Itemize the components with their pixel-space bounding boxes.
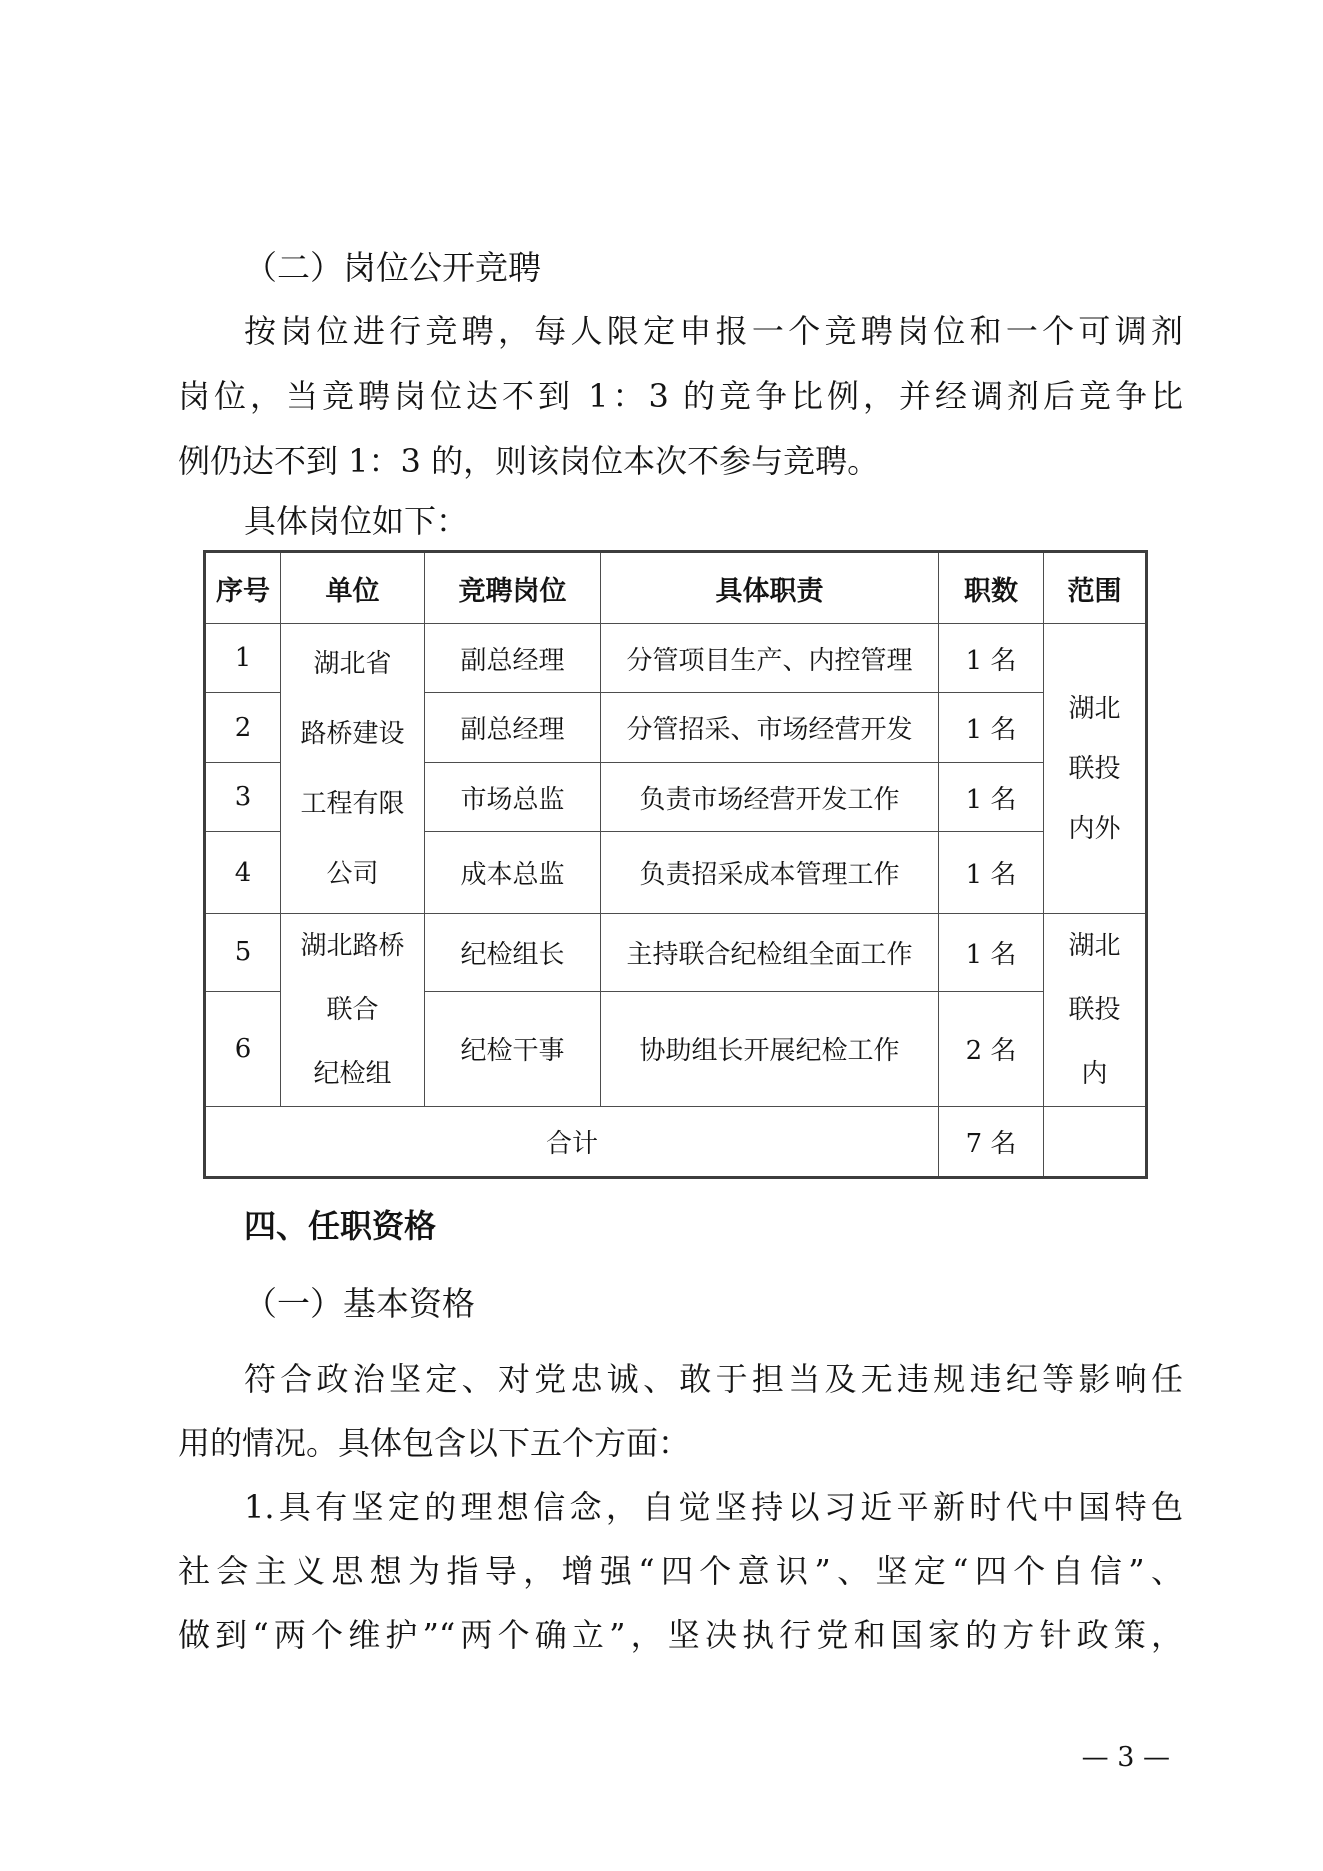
- cell-post: 副总经理: [425, 624, 601, 693]
- table-row: [205, 914, 1147, 992]
- cell-index: 3: [205, 763, 281, 832]
- cell-post: 副总经理: [425, 693, 601, 763]
- cell-duty: 主持联合纪检组全面工作: [601, 914, 939, 992]
- cell-count: 1 名: [939, 624, 1044, 693]
- unit-group1-lines: 湖北省 路桥建设 工程有限 公司: [300, 648, 405, 889]
- cell-index: 5: [205, 914, 281, 992]
- cell-duty: 负责招采成本管理工作: [601, 832, 939, 914]
- cell-count: 1 名: [939, 693, 1044, 763]
- col-header-index: 序号: [205, 552, 281, 624]
- section-heading-2: （二）岗位公开竞聘: [244, 248, 541, 287]
- cell-total-label: 合计: [205, 1107, 939, 1178]
- table-header-row: [205, 552, 1147, 624]
- cell-unit-group1: [281, 624, 425, 914]
- cell-count: 2 名: [939, 991, 1044, 1106]
- col-header-post: 竞聘岗位: [425, 552, 601, 624]
- cell-index: 4: [205, 832, 281, 914]
- body-line: 做到“两个维护”“两个确立”，坚决执行党和国家的方针政策，: [178, 1616, 1183, 1654]
- cell-post: 纪检组长: [425, 914, 601, 992]
- cell-scope-group2: [1044, 914, 1147, 1107]
- cell-post: 纪检干事: [425, 991, 601, 1106]
- jobs-table: [203, 550, 1148, 1179]
- cell-duty: 分管项目生产、内控管理: [601, 624, 939, 693]
- body-line: 按岗位进行竞聘，每人限定申报一个竞聘岗位和一个可调剂: [244, 312, 1183, 350]
- scope-group1-lines: 湖北 联投 内外: [1068, 693, 1121, 844]
- cell-post: 市场总监: [425, 763, 601, 832]
- cell-duty: 分管招采、市场经营开发: [601, 693, 939, 763]
- table-total-row: [205, 1107, 1147, 1178]
- col-header-unit: 单位: [281, 552, 425, 624]
- cell-post: 成本总监: [425, 832, 601, 914]
- cell-duty: 协助组长开展纪检工作: [601, 991, 939, 1106]
- table-row: [205, 624, 1147, 693]
- body-line: 1.具有坚定的理想信念，自觉坚持以习近平新时代中国特色: [244, 1488, 1183, 1526]
- body-line: 例仍达不到 1：3 的，则该岗位本次不参与竞聘。: [178, 442, 880, 480]
- col-header-duty: 具体职责: [601, 552, 939, 624]
- cell-total-scope-empty: [1044, 1107, 1147, 1178]
- col-header-scope: 范围: [1044, 552, 1147, 624]
- cell-scope-group1: [1044, 624, 1147, 914]
- cell-count: 1 名: [939, 763, 1044, 832]
- cell-count: 1 名: [939, 914, 1044, 992]
- col-header-count: 职数: [939, 552, 1044, 624]
- body-line: 社会主义思想为指导，增强“四个意识”、坚定“四个自信”、: [178, 1552, 1183, 1590]
- section-heading-4-1: （一）基本资格: [244, 1284, 475, 1323]
- cell-count: 1 名: [939, 832, 1044, 914]
- body-line: 符合政治坚定、对党忠诚、敢于担当及无违规违纪等影响任: [244, 1360, 1183, 1398]
- body-line: 用的情况。具体包含以下五个方面：: [178, 1424, 691, 1462]
- page-number: — 3 —: [1081, 1742, 1170, 1773]
- cell-duty: 负责市场经营开发工作: [601, 763, 939, 832]
- cell-index: 6: [205, 991, 281, 1106]
- cell-index: 2: [205, 693, 281, 763]
- body-line: 岗位，当竞聘岗位达不到 1：3 的竞争比例，并经调剂后竞争比: [178, 377, 1183, 415]
- section-heading-4: 四、任职资格: [244, 1207, 437, 1245]
- cell-unit-group2: [281, 914, 425, 1107]
- scope-group2-lines: 湖北 联投 内: [1068, 931, 1121, 1089]
- cell-total-count: 7 名: [939, 1107, 1044, 1178]
- unit-group2-lines: 湖北路桥 联合 纪检组: [300, 931, 405, 1089]
- table-intro-line: 具体岗位如下：: [244, 502, 469, 540]
- cell-index: 1: [205, 624, 281, 693]
